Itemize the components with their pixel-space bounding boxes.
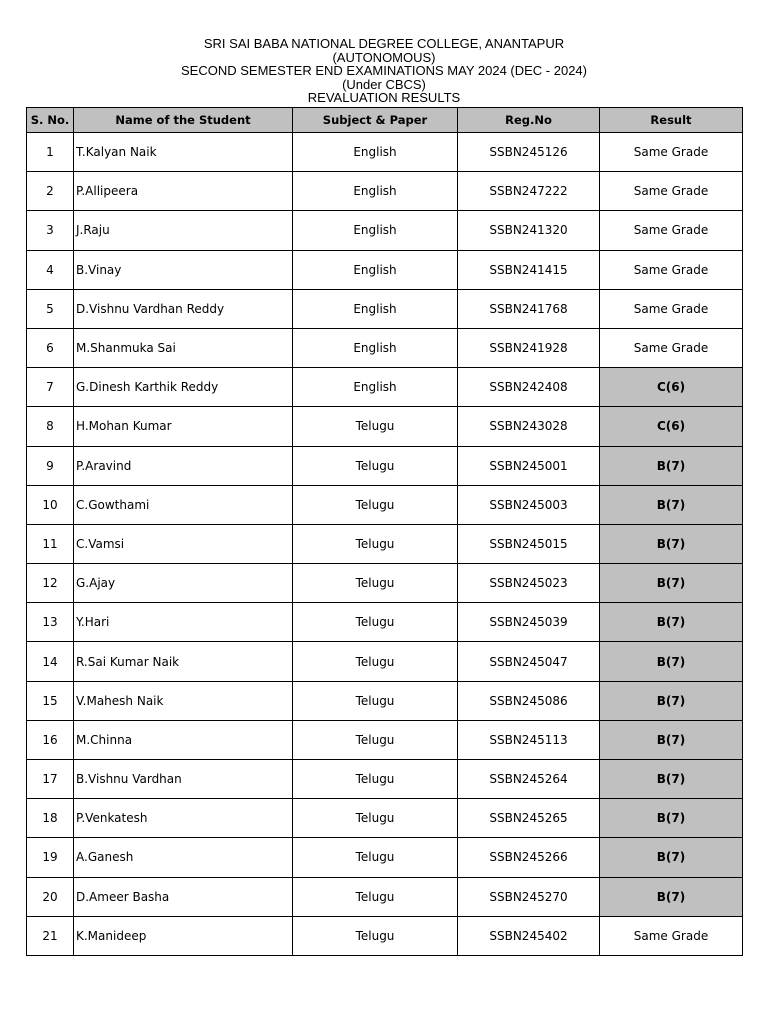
cell-subject: Telugu	[293, 603, 458, 642]
cell-result: B(7)	[600, 446, 743, 485]
cell-subject: Telugu	[293, 446, 458, 485]
cell-result: Same Grade	[600, 916, 743, 955]
results-title: REVALUATION RESULTS	[307, 90, 461, 106]
cell-sno: 16	[27, 720, 74, 759]
cell-student-name: Y.Hari	[74, 603, 293, 642]
cell-sno: 1	[27, 133, 74, 172]
col-header-result: Result	[600, 108, 743, 133]
autonomous-label: (AUTONOMOUS)	[332, 49, 436, 65]
cell-sno: 12	[27, 564, 74, 603]
cell-result: B(7)	[600, 564, 743, 603]
cell-result: C(6)	[600, 368, 743, 407]
cell-sno: 8	[27, 407, 74, 446]
cell-reg-no: SSBN245270	[458, 877, 600, 916]
cell-sno: 5	[27, 289, 74, 328]
cell-subject: English	[293, 133, 458, 172]
cell-result: Same Grade	[600, 328, 743, 367]
cell-result: Same Grade	[600, 289, 743, 328]
cell-sno: 9	[27, 446, 74, 485]
cell-reg-no: SSBN245113	[458, 720, 600, 759]
cell-reg-no: SSBN241928	[458, 328, 600, 367]
cell-sno: 15	[27, 681, 74, 720]
cell-subject: Telugu	[293, 524, 458, 563]
table-row	[27, 799, 743, 838]
table-row	[27, 172, 743, 211]
cell-subject: English	[293, 250, 458, 289]
cell-result: Same Grade	[600, 250, 743, 289]
cell-reg-no: SSBN245086	[458, 681, 600, 720]
cell-subject: Telugu	[293, 799, 458, 838]
cell-subject: Telugu	[293, 877, 458, 916]
cell-student-name: B.Vinay	[74, 250, 293, 289]
cell-result: B(7)	[600, 838, 743, 877]
cell-student-name: K.Manideep	[74, 916, 293, 955]
cell-student-name: J.Raju	[74, 211, 293, 250]
cell-result: B(7)	[600, 760, 743, 799]
cell-result: Same Grade	[600, 172, 743, 211]
cell-subject: English	[293, 211, 458, 250]
cell-result: B(7)	[600, 877, 743, 916]
cell-subject: Telugu	[293, 407, 458, 446]
cell-student-name: P.Aravind	[74, 446, 293, 485]
cell-student-name: C.Vamsi	[74, 524, 293, 563]
cell-sno: 13	[27, 603, 74, 642]
table-row	[27, 564, 743, 603]
cell-sno: 6	[27, 328, 74, 367]
cell-result: C(6)	[600, 407, 743, 446]
table-row	[27, 681, 743, 720]
col-header-name: Name of the Student	[74, 108, 293, 133]
cell-reg-no: SSBN245047	[458, 642, 600, 681]
cell-student-name: P.Allipeera	[74, 172, 293, 211]
table-row	[27, 133, 743, 172]
cell-reg-no: SSBN241320	[458, 211, 600, 250]
cell-reg-no: SSBN245039	[458, 603, 600, 642]
cell-student-name: D.Ameer Basha	[74, 877, 293, 916]
cell-subject: English	[293, 368, 458, 407]
cell-subject: English	[293, 172, 458, 211]
col-header-subject: Subject & Paper	[293, 108, 458, 133]
col-header-sno: S. No.	[27, 108, 74, 133]
table-row	[27, 289, 743, 328]
cell-subject: Telugu	[293, 720, 458, 759]
table-row	[27, 916, 743, 955]
table-header-row	[27, 108, 743, 133]
cell-result: B(7)	[600, 799, 743, 838]
col-header-regno: Reg.No	[458, 108, 600, 133]
cell-reg-no: SSBN247222	[458, 172, 600, 211]
cell-result: B(7)	[600, 603, 743, 642]
cell-subject: Telugu	[293, 838, 458, 877]
cell-reg-no: SSBN245402	[458, 916, 600, 955]
table-row	[27, 368, 743, 407]
cell-subject: Telugu	[293, 485, 458, 524]
cell-student-name: M.Shanmuka Sai	[74, 328, 293, 367]
cell-sno: 2	[27, 172, 74, 211]
table-row	[27, 485, 743, 524]
cell-student-name: R.Sai Kumar Naik	[74, 642, 293, 681]
cell-student-name: C.Gowthami	[74, 485, 293, 524]
cell-reg-no: SSBN243028	[458, 407, 600, 446]
table-row	[27, 877, 743, 916]
cell-subject: English	[293, 289, 458, 328]
cell-student-name: G.Dinesh Karthik Reddy	[74, 368, 293, 407]
cell-sno: 14	[27, 642, 74, 681]
cell-result: Same Grade	[600, 211, 743, 250]
cell-result: B(7)	[600, 720, 743, 759]
cell-student-name: M.Chinna	[74, 720, 293, 759]
table-row	[27, 760, 743, 799]
results-table	[26, 107, 743, 956]
table-row	[27, 838, 743, 877]
cell-reg-no: SSBN245001	[458, 446, 600, 485]
cell-sno: 4	[27, 250, 74, 289]
cell-reg-no: SSBN242408	[458, 368, 600, 407]
table-row	[27, 211, 743, 250]
cell-student-name: D.Vishnu Vardhan Reddy	[74, 289, 293, 328]
cell-sno: 7	[27, 368, 74, 407]
table-row	[27, 524, 743, 563]
cell-student-name: B.Vishnu Vardhan	[74, 760, 293, 799]
cell-student-name: G.Ajay	[74, 564, 293, 603]
cell-student-name: P.Venkatesh	[74, 799, 293, 838]
exam-title: SECOND SEMESTER END EXAMINATIONS MAY 2024 (DEC - 2024)	[181, 63, 587, 79]
cell-reg-no: SSBN245003	[458, 485, 600, 524]
cell-sno: 21	[27, 916, 74, 955]
cell-subject: Telugu	[293, 760, 458, 799]
cell-result: B(7)	[600, 485, 743, 524]
table-row	[27, 446, 743, 485]
cell-subject: Telugu	[293, 681, 458, 720]
cell-sno: 19	[27, 838, 74, 877]
cell-reg-no: SSBN245264	[458, 760, 600, 799]
cell-result: B(7)	[600, 642, 743, 681]
cell-student-name: A.Ganesh	[74, 838, 293, 877]
cell-reg-no: SSBN245015	[458, 524, 600, 563]
cell-sno: 10	[27, 485, 74, 524]
cell-reg-no: SSBN245126	[458, 133, 600, 172]
college-name: SRI SAI BABA NATIONAL DEGREE COLLEGE, ANANTAPUR	[203, 36, 565, 51]
cell-result: Same Grade	[600, 133, 743, 172]
cell-subject: English	[293, 328, 458, 367]
table-row	[27, 642, 743, 681]
document-header	[0, 37, 768, 105]
table-row	[27, 407, 743, 446]
cell-student-name: T.Kalyan Naik	[74, 133, 293, 172]
cell-sno: 3	[27, 211, 74, 250]
cell-sno: 18	[27, 799, 74, 838]
cell-result: B(7)	[600, 681, 743, 720]
cell-reg-no: SSBN245265	[458, 799, 600, 838]
cell-subject: Telugu	[293, 642, 458, 681]
cell-sno: 17	[27, 760, 74, 799]
table-row	[27, 603, 743, 642]
cell-reg-no: SSBN245023	[458, 564, 600, 603]
cell-student-name: V.Mahesh Naik	[74, 681, 293, 720]
cell-subject: Telugu	[293, 916, 458, 955]
cell-reg-no: SSBN245266	[458, 838, 600, 877]
cell-result: B(7)	[600, 524, 743, 563]
cell-student-name: H.Mohan Kumar	[74, 407, 293, 446]
scheme-label: (Under CBCS)	[342, 76, 426, 92]
cell-subject: Telugu	[293, 564, 458, 603]
table-row	[27, 328, 743, 367]
cell-reg-no: SSBN241768	[458, 289, 600, 328]
table-row	[27, 250, 743, 289]
cell-sno: 11	[27, 524, 74, 563]
cell-sno: 20	[27, 877, 74, 916]
table-row	[27, 720, 743, 759]
cell-reg-no: SSBN241415	[458, 250, 600, 289]
